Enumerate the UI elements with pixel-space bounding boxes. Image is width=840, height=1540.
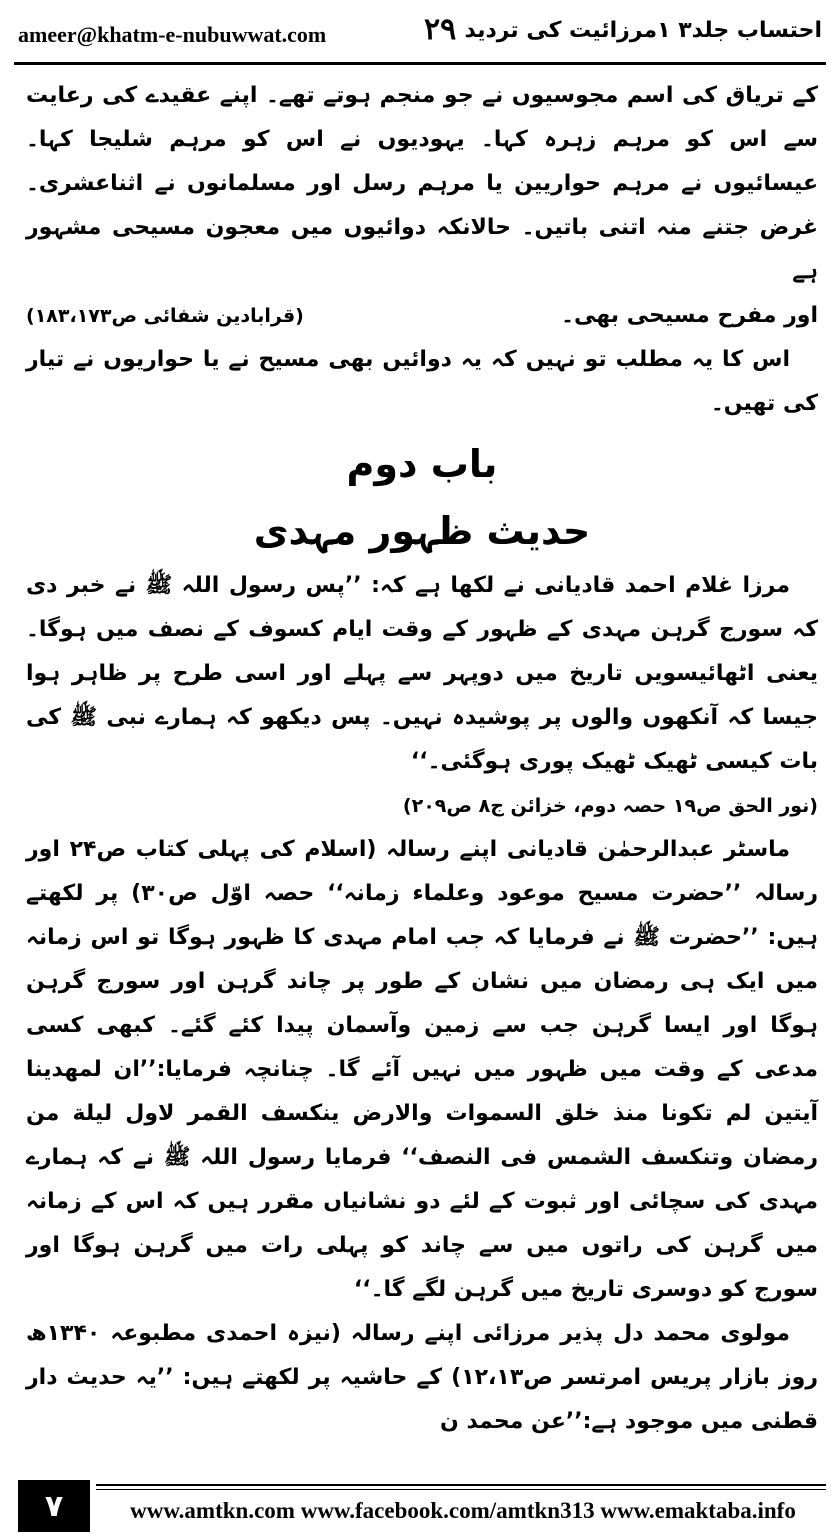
page-number: ۲۹ bbox=[424, 12, 457, 47]
paragraph-4-text: ماسٹر عبدالرحمٰن قادیانی اپنے رسالہ (اسلام کی پہلی کتاب ص۲۴ اور رسالہ ’’حضرت مسیح موعود وعلماء زمانہ‘‘ حصہ اوّل ص۳۰) پر لکھتے ہیں: ’’حضرت ﷺ نے فرمایا کہ جب امام مہدی کا ظہور ہوگا تو اس زمانہ میں ایک ہی رمضان میں نشان کے طور پر چاند گرہن اور سورج گرہن ہوگا اور ایسا گرہن جب سے زمین وآسمان پیدا کئے گئے۔ کبھی کسی مدعی کے وقت میں ظہور میں نہیں آئے گا۔ چنانچہ فرمایا: bbox=[26, 837, 819, 1082]
header-email: ameer@khatm-e-nubuwwat.com bbox=[18, 22, 327, 47]
running-title: احتساب جلد۳ ۱مرزائیت کی تردید bbox=[464, 18, 822, 43]
page-header bbox=[14, 8, 826, 56]
paragraph-4 bbox=[26, 828, 818, 1312]
citation-1: (قرابادین شفائی ص۱۸۳،۱۷۳) bbox=[26, 305, 304, 327]
paragraph-5-text: مولوی محمد دل پذیر مرزائی اپنے رسالہ (نیزہ احمدی مطبوعہ ۱۳۴۰ھ روز بازار پریس امرتسر ص۱۲،۱۳) کے حاشیہ پر لکھتے ہیں: ’’یہ حدیث دار قطنی میں موجود ہے: bbox=[26, 1321, 818, 1434]
footer-links: www.amtkn.com www.facebook.com/amtkn313 www.emaktaba.info bbox=[130, 1498, 796, 1523]
footer-rule bbox=[96, 1484, 826, 1486]
paragraph-5 bbox=[26, 1312, 818, 1444]
page-body bbox=[26, 74, 818, 1456]
citation-2: (نور الحق ص۱۹ حصہ دوم، خزائن ج۸ ص۲۰۹) bbox=[402, 795, 818, 817]
paragraph-2: اس کا یہ مطلب تو نہیں کہ یہ دوائیں بھی مسیح نے یا حواریوں نے تیار کی تھیں۔ bbox=[26, 347, 818, 416]
hadith-arabic-2: ’’عن محمد ن bbox=[440, 1409, 583, 1434]
footer-badge: ۷ bbox=[18, 1480, 90, 1532]
footer-rule-thin bbox=[96, 1489, 826, 1490]
paragraph-1-last-line: اور مفرح مسیحی بھی۔ bbox=[561, 303, 818, 328]
chapter-heading: باب دوم bbox=[346, 442, 498, 486]
paragraph-1: کے تریاق کی اسم مجوسیوں نے جو منجم ہوتے تھے۔ اپنے عقیدے کی رعایت سے اس کو مرہم زہرہ کہا۔ یہودیوں نے اس کو مرہم شلیجا کہا۔ عیسائیوں نے مرہم حواریین یا مرہم رسل اور مسلمانوں نے اثناعشری۔ غرض جتنے منہ اتنی باتیں۔ حالانکہ دوائیوں میں معجون مسیحی مشہور ہے bbox=[26, 83, 818, 284]
hadith-arabic: ’’ان لمهدينا آيتين لم تكونا منذ خلق السموات والارض ينكسف القمر لاول ليلة من رمضان وتنكسف الشمس فى النصف bbox=[26, 1057, 819, 1170]
paragraph-1-end bbox=[26, 294, 818, 338]
chapter-title: حدیث ظہور مہدی bbox=[253, 509, 591, 553]
header-rule bbox=[14, 62, 826, 65]
paragraph-3: مرزا غلام احمد قادیانی نے لکھا ہے کہ: ’’پس رسول اللہ ﷺ نے خبر دی کہ سورج گرہن مہدی کے ظہور کے وقت ایام کسوف کے نصف میں ہوگا۔ یعنی اٹھائیسویں تاریخ میں دوپہر سے پہلے اور اسی طرح پر ظاہر ہوا جیسا کہ آنکھوں والوں پر پوشیدہ نہیں۔ پس دیکھو کہ ہمارے نبی ﷺ کی بات کیسی ٹھیک ٹھیک پوری ہوگئی۔‘‘ bbox=[26, 573, 818, 774]
paragraph-4-tail: ‘‘ فرمایا رسول اللہ ﷺ نے کہ ہمارے مہدی کی سچائی اور ثبوت کے لئے دو نشانیاں مقرر ہیں کہ اس کے زمانہ میں گرہن کی راتوں میں سے چاند کو پہلی رات میں گرہن ہوگا اور سورج کو دوسری تاریخ میں گرہن لگے گا۔‘‘ bbox=[26, 1145, 818, 1302]
